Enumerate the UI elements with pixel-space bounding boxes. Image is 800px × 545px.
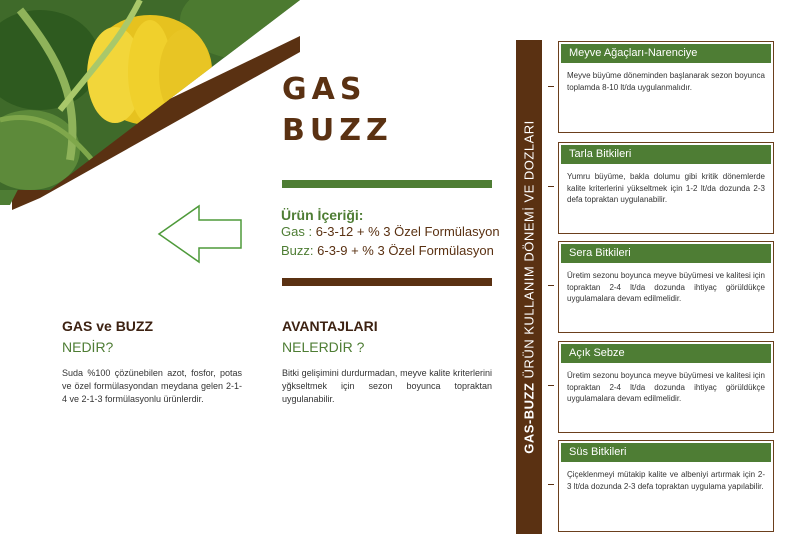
usage-card-text: Yumru büyüme, bakla dolumu gibi kritik dönemlerde kalite kriterlerini yükseltmek için 1-2 lt/da dozunda 2-3 defa topraktan uygulanabilir. [567, 172, 765, 204]
advantages-title: AVANTAJLARI [282, 318, 378, 334]
divider-green [282, 180, 492, 188]
usage-card-title: Sera Bitkileri [561, 244, 771, 263]
usage-card-title: Süs Bitkileri [561, 443, 771, 462]
usage-banner-text [522, 120, 537, 454]
usage-card-text: Üretim sezonu boyunca meyve büyümesi ve kalitesi için topraktan 2-4 lt/da dozunda ihtiyaç görüldükçe uygulamalara devam edilmelidir. [567, 271, 765, 303]
usage-card [558, 440, 774, 532]
content-heading: Ürün İçeriği: [281, 207, 364, 223]
title-gas: GAS [282, 72, 367, 107]
usage-card-text: Meyve büyüme döneminden başlanarak sezon boyunca toplamda 8-10 lt/da uygulanmalıdır. [567, 71, 765, 92]
pumpkin-photo [0, 0, 320, 210]
advantages-description: Bitki gelişimini durdurmadan, meyve kalite kriterlerini yğkseltmek için sezon boyunca topraktan uygulanabilir. [282, 368, 492, 404]
arrow-left-icon [157, 204, 243, 264]
content-gas-value: 6-3-12 + % 3 Özel Formülasyon [315, 224, 500, 239]
content-buzz-line [281, 243, 494, 258]
usage-card-title: Açık Sebze [561, 344, 771, 363]
content-gas-line [281, 224, 500, 239]
usage-card-title: Tarla Bitkileri [561, 145, 771, 164]
usage-card-text: Çiçeklenmeyi mütakip kalite ve albeniyi artırmak için 2-3 lt/da dozunda 2-3 defa topraktan uygulama yapılabilir. [567, 470, 765, 491]
connector-tick [548, 86, 554, 87]
usage-card [558, 341, 774, 433]
what-subtitle: NEDİR? [62, 339, 114, 355]
content-buzz-label: Buzz: [281, 243, 314, 258]
content-gas-label: Gas : [281, 224, 313, 239]
usage-card-title: Meyve Ağaçları-Narenciye [561, 44, 771, 63]
connector-tick [548, 285, 554, 286]
usage-card-text: Üretim sezonu boyunca meyve büyümesi ve kalitesi için topraktan 2-4 lt/da dozunda ihtiyaç görüldükçe uygulamalara devam edilmelidir. [567, 371, 765, 403]
content-buzz-value: 6-3-9 + % 3 Özel Formülasyon [317, 243, 494, 258]
banner-rest: ÜRÜN KULLANIM DÖNEMİ VE DOZLARI [521, 120, 537, 379]
connector-tick [548, 385, 554, 386]
usage-card [558, 241, 774, 333]
connector-tick [548, 484, 554, 485]
advantages-subtitle: NELERDİR ? [282, 339, 365, 355]
what-description: Suda %100 çözünebilen azot, fosfor, potas ve özel formülasyondan meydana gelen 2-1-4 ve 2-1-3 formülasyonlu ürünlerdir. [62, 368, 242, 404]
divider-brown [282, 278, 492, 286]
connector-tick [548, 186, 554, 187]
title-buzz: BUZZ [282, 113, 393, 148]
usage-card [558, 142, 774, 234]
what-title: GAS ve BUZZ [62, 318, 154, 334]
usage-card [558, 41, 774, 133]
banner-bold: GAS-BUZZ [521, 382, 537, 454]
